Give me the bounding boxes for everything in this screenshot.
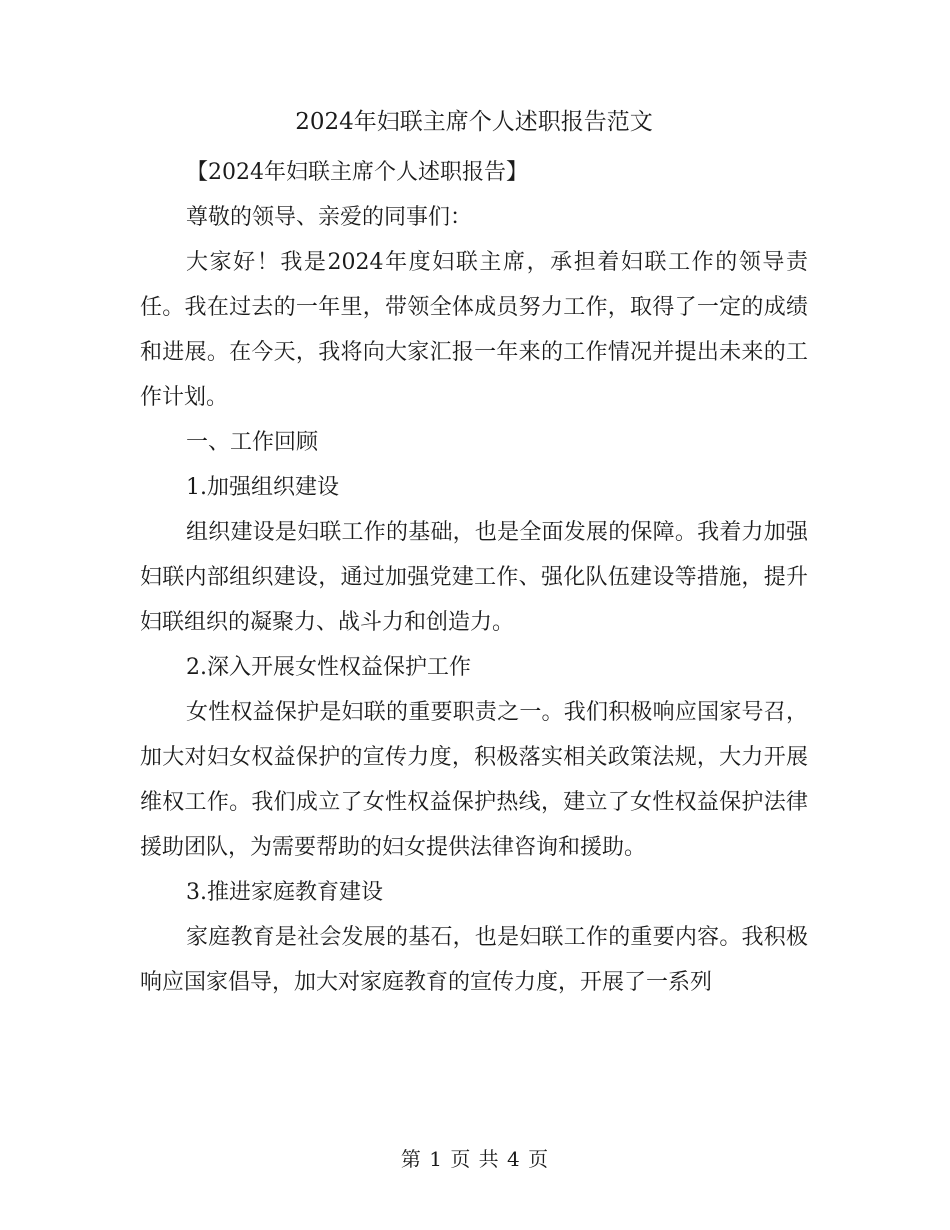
report-heading: 【2024年妇联主席个人述职报告】 [186,160,528,185]
section-heading-review: 一、工作回顾 [186,430,319,455]
intro-paragraph: 大家好！我是2024年度妇联主席，承担着妇联工作的领导责任。我在过去的一年里，带领全体成员努力工作，取得了一定的成绩和进展。在今天，我将向大家汇报一年来的工作情况并提出未来的工作计划。 [140,250,808,410]
body-paragraph-3: 家庭教育是社会发展的基石，也是妇联工作的重要内容。我积极响应国家倡导，加大对家庭教育的宣传力度，开展了一系列 [140,925,808,995]
subsection-heading-1: 1.加强组织建设 [186,475,339,500]
document-body [140,102,808,1005]
subsection-heading-2: 2.深入开展女性权益保护工作 [186,655,471,680]
page-number-label: 第 1 页 共 4 页 [400,1147,550,1171]
subsection-heading-3: 3.推进家庭教育建设 [186,880,383,905]
body-paragraph-2: 女性权益保护是妇联的重要职责之一。我们积极响应国家号召，加大对妇女权益保护的宣传力度，积极落实相关政策法规，大力开展维权工作。我们成立了女性权益保护热线，建立了女性权益保护法律援助团队，为需要帮助的妇女提供法律咨询和援助。 [140,700,808,860]
salutation: 尊敬的领导、亲爱的同事们： [186,205,473,230]
page-footer [0,1145,950,1173]
document-title: 2024年妇联主席个人述职报告范文 [295,109,653,135]
body-paragraph-1: 组织建设是妇联工作的基础，也是全面发展的保障。我着力加强妇联内部组织建设，通过加强党建工作、强化队伍建设等措施，提升妇联组织的凝聚力、战斗力和创造力。 [140,520,808,635]
